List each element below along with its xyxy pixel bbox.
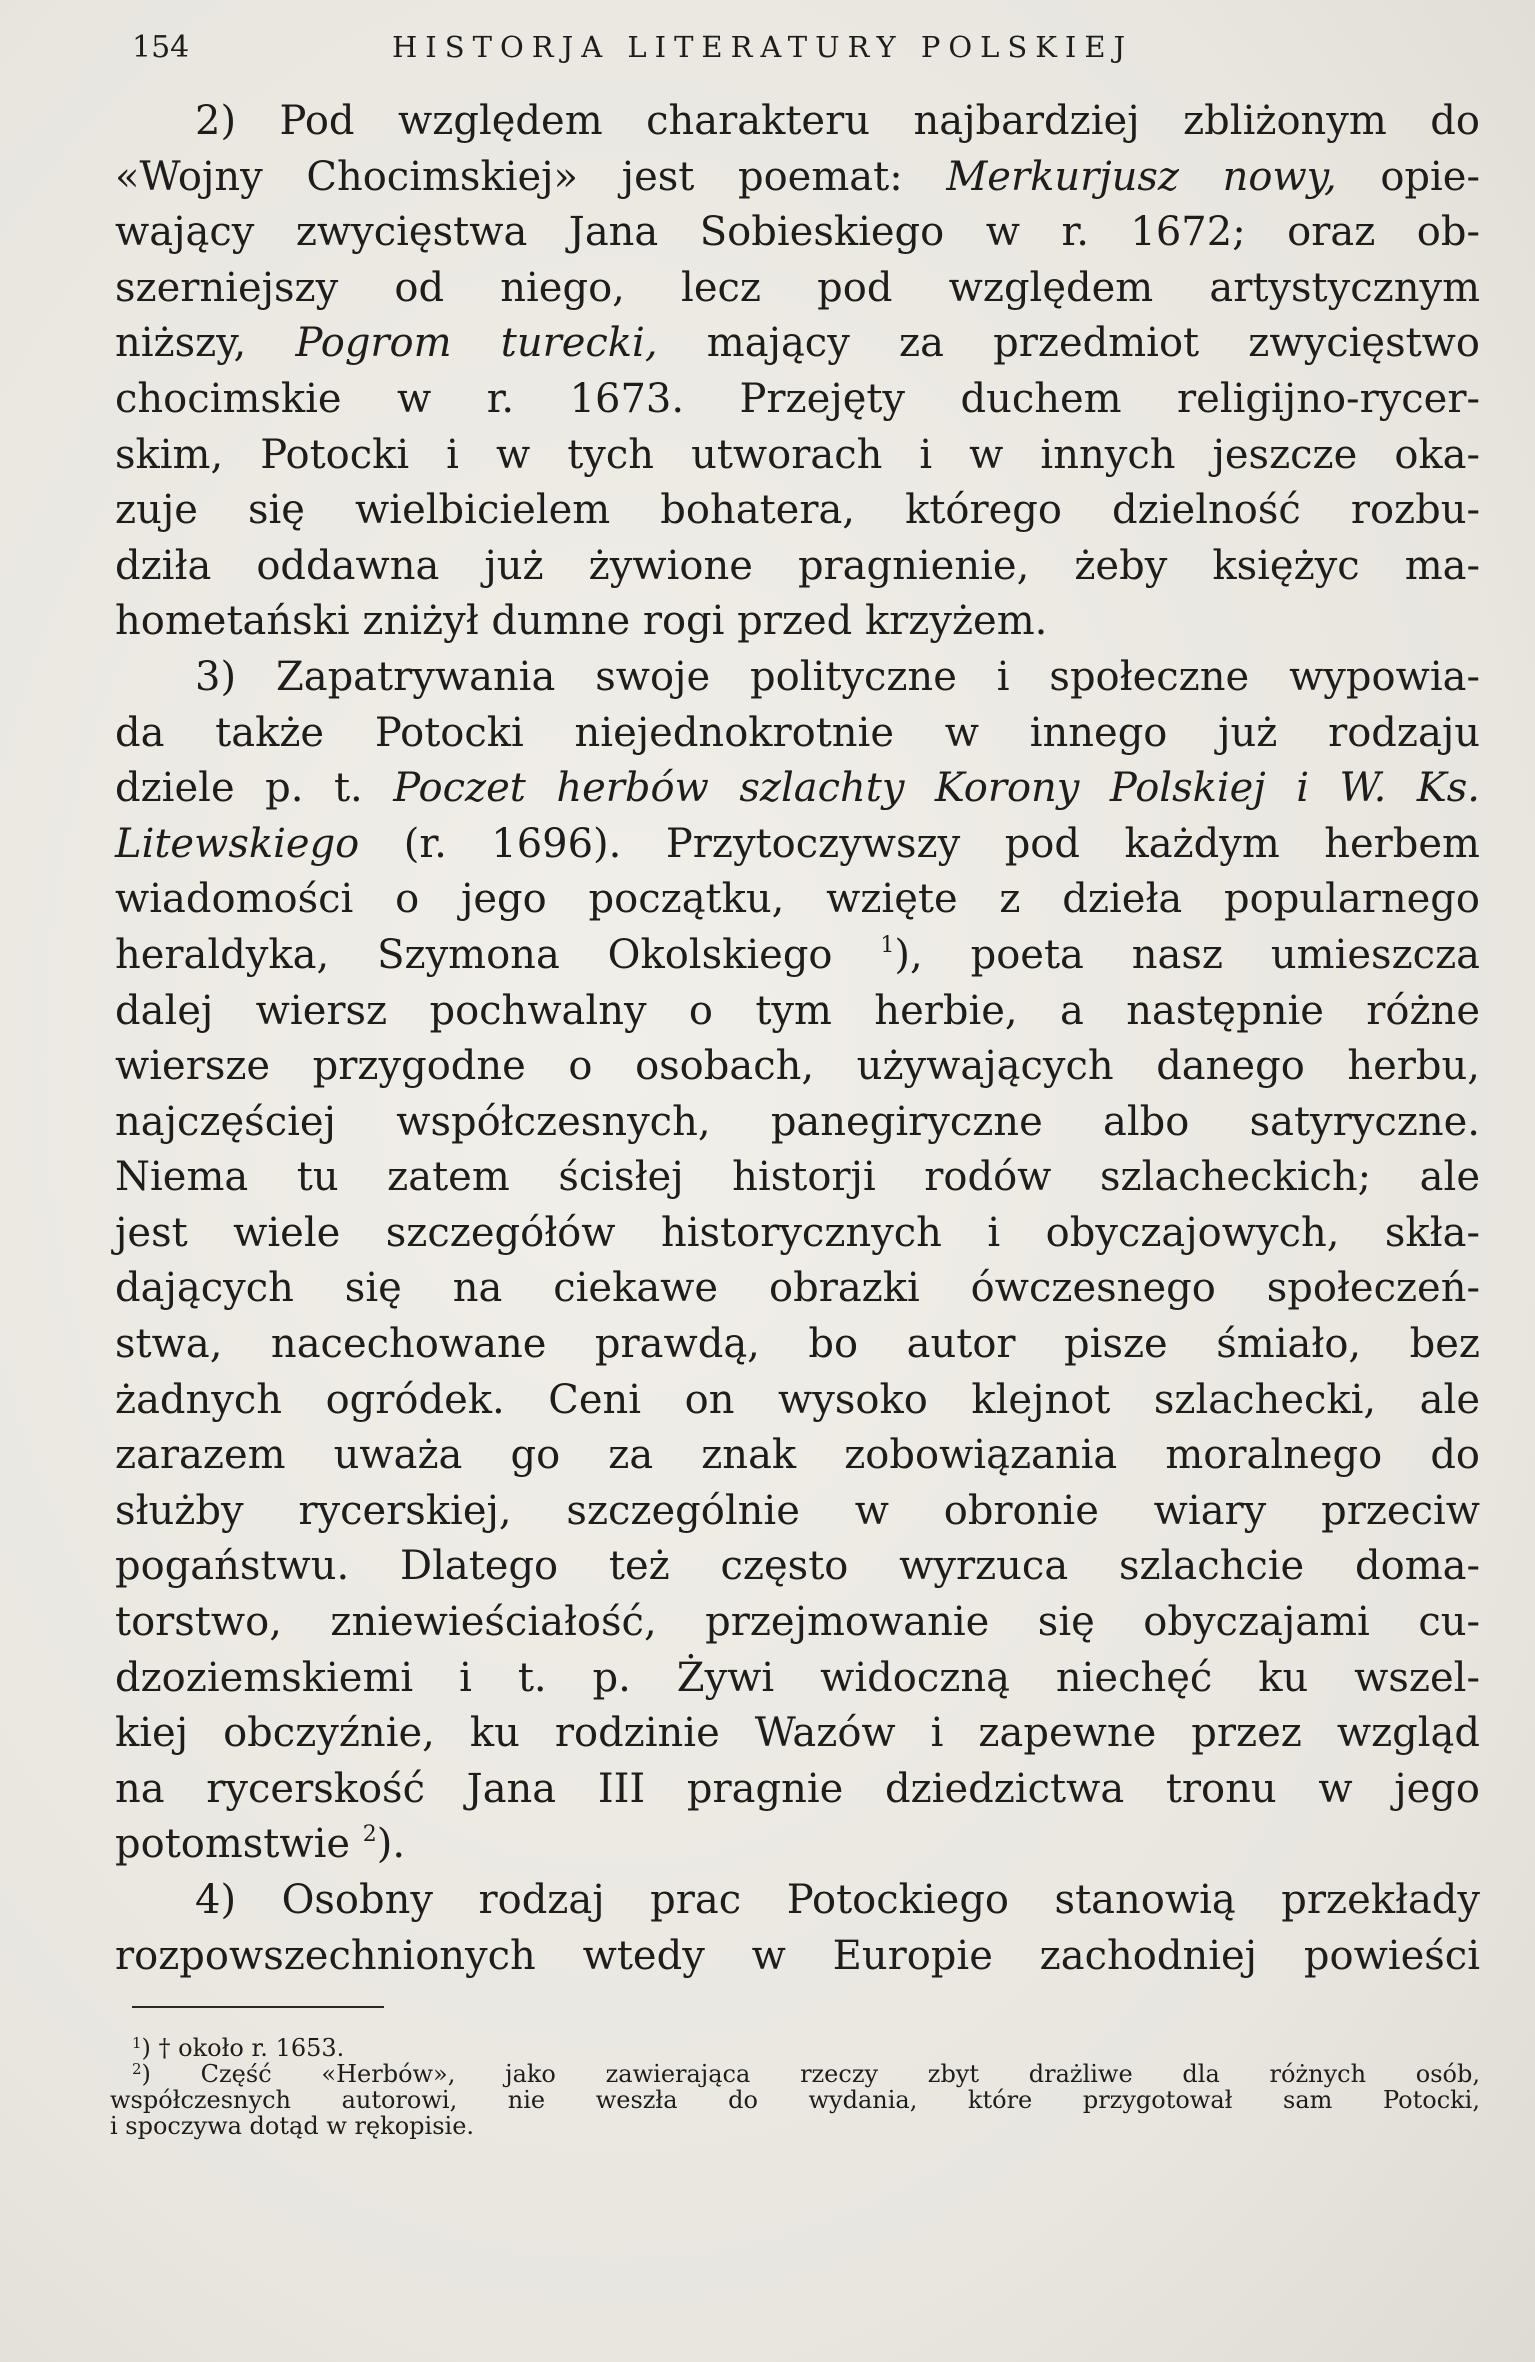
text-line: rozpowszechnionych wtedy w Europie zachodniej powieści: [115, 1932, 1480, 1979]
text-line: kiej obczyźnie, ku rodzinie Wazów i zapewne przez wzgląd: [115, 1710, 1480, 1757]
text-line: «Wojny Chocimskiej» jest poemat: Merkurjusz nowy, opie-: [115, 153, 1480, 200]
footnote-marker: 1: [132, 2034, 142, 2052]
footnote-rule: [132, 2006, 384, 2008]
text-line: skim, Potocki i w tych utworach i w innych jeszcze oka-: [115, 431, 1480, 478]
text-line: Niema tu zatem ścisłej historji rodów szlacheckich; ale: [115, 1154, 1480, 1201]
text-line: zarazem uważa go za znak zobowiązania moralnego do: [115, 1432, 1480, 1479]
text-line: Litewskiego (r. 1696). Przytoczywszy pod każdym herbem: [115, 820, 1480, 867]
text-line: dalej wiersz pochwalny o tym herbie, a następnie różne: [115, 987, 1480, 1034]
text-line: dzoziemskiemi i t. p. Żywi widoczną niechęć ku wszel-: [115, 1654, 1480, 1701]
text-line: dających się na ciekawe obrazki ówczesnego społeczeń-: [115, 1265, 1480, 1312]
body-text: [115, 94, 1480, 1984]
footnote-line: $^1$) † około r. 1653.: [132, 2034, 345, 2062]
text-line: na rycerskość Jana III pragnie dziedzictwa tronu w jego: [115, 1765, 1480, 1812]
text-line: 2) Pod względem charakteru najbardziej zbliżonym do: [195, 98, 1480, 144]
running-head: [132, 30, 1332, 80]
text-line: torstwo, zniewieściałość, przejmowanie się obyczajami cu-: [115, 1599, 1480, 1646]
text-line: dziła oddawna już żywione pragnienie, żeby księżyc ma-: [115, 542, 1480, 589]
footnote-marker: 2: [132, 2060, 142, 2078]
text-line: niższy, Pogrom turecki, mający za przedmiot zwycięstwo: [115, 320, 1481, 367]
text-line: dziele p. t. Poczet herbów szlachty Korony Polskiej i W. Ks.: [115, 765, 1480, 812]
text-line: stwa, nacechowane prawdą, bo autor pisze śmiało, bez: [115, 1321, 1480, 1368]
text-line: chocimskie w r. 1673. Przejęty duchem religijno-rycer-: [115, 375, 1480, 422]
text-line: heraldyka, Szymona Okolskiego $^1$), poeta nasz umieszcza: [115, 931, 1480, 978]
text-line: wający zwycięstwa Jana Sobieskiego w r. 1672; oraz ob-: [115, 209, 1480, 256]
text-line: 3) Zapatrywania swoje polityczne i społeczne wypowia-: [195, 653, 1480, 700]
footnote-line: $^2$) Część «Herbów», jako zawierająca rzeczy zbyt drażliwe dla różnych osób,: [132, 2060, 1480, 2088]
text-line: hometański zniżył dumne rogi przed krzyżem.: [115, 598, 1048, 645]
text-line: służby rycerskiej, szczególnie w obronie wiary przeciw: [115, 1487, 1480, 1534]
footnote-marker: 2: [362, 1822, 377, 1848]
italic-title: Poczet herbów szlachty Korony Polskiej i W. Ks.: [393, 765, 1480, 812]
text-line: pogaństwu. Dlatego też często wyrzuca szlachcie doma-: [115, 1543, 1480, 1590]
italic-title: Pogrom turecki,: [295, 320, 658, 367]
text-line: wiersze przygodne o osobach, używających danego herbu,: [115, 1043, 1480, 1090]
footnote-line: współczesnych autorowi, nie weszła do wydania, które przygotował sam Potocki,: [110, 2086, 1480, 2114]
text-line: jest wiele szczegółów historycznych i obyczajowych, skła-: [115, 1209, 1480, 1256]
text-line: zuje się wielbicielem bohatera, którego dzielność rozbu-: [115, 487, 1480, 534]
italic-title: Litewskiego: [115, 820, 360, 867]
footnotes: [110, 2035, 1480, 2139]
page-number: 154: [132, 30, 190, 65]
text-line: potomstwie $^2$).: [115, 1821, 406, 1868]
footnote-marker: 1: [880, 932, 895, 958]
text-line: najczęściej współczesnych, panegiryczne albo satyryczne.: [115, 1098, 1480, 1145]
text-line: żadnych ogródek. Ceni on wysoko klejnot szlachecki, ale: [115, 1376, 1480, 1423]
text-line: 4) Osobny rodzaj prac Potockiego stanowią przekłady: [195, 1877, 1480, 1923]
running-title: HISTORJA LITERATURY POLSKIEJ: [392, 30, 1134, 64]
italic-title: Merkurjusz nowy,: [946, 153, 1337, 200]
footnote-line: i spoczywa dotąd w rękopisie.: [110, 2112, 475, 2140]
text-line: wiadomości o jego początku, wzięte z dzieła popularnego: [115, 876, 1480, 923]
text-line: da także Potocki niejednokrotnie w innego już rodzaju: [115, 709, 1480, 756]
text-line: szerniejszy od niego, lecz pod względem artystycznym: [115, 264, 1480, 311]
